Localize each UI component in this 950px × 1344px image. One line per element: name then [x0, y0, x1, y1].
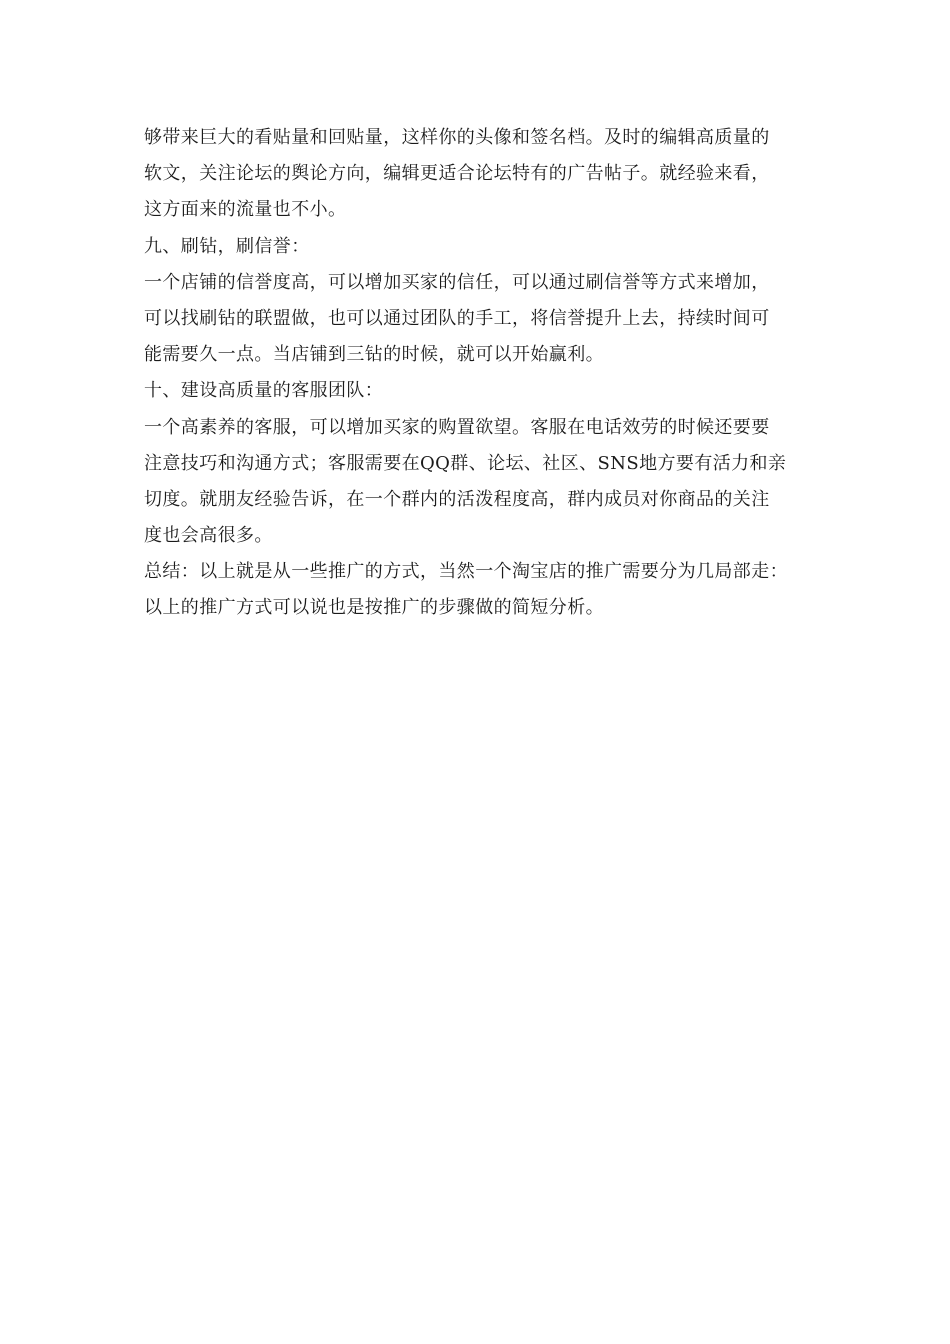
text-line: 够带来巨大的看贴量和回贴量，这样你的头像和签名档。及时的编辑高质量的	[144, 127, 770, 148]
summary-line: 以上的推广方式可以说也是按推广的步骤做的简短分析。	[144, 597, 604, 619]
text-line: 度也会高很多。	[144, 525, 273, 547]
summary-line: 总结：以上就是从一些推广的方式，当然一个淘宝店的推广需要分为几局部走：	[144, 561, 788, 583]
text-line: 可以找刷钻的联盟做，也可以通过团队的手工，将信誉提升上去，持续时间可	[144, 307, 770, 329]
text-line: 软文，关注论坛的舆论方向，编辑更适合论坛特有的广告帖子。就经验来看，	[144, 163, 770, 185]
text-line: 切度。就朋友经验告诉，在一个群内的活泼程度高，群内成员对你商品的关注	[144, 488, 770, 510]
text-line: 一个店铺的信誉度高，可以增加买家的信任，可以通过刷信誉等方式来增加，	[144, 271, 770, 293]
section-heading: 十、建设高质量的客服团队：	[144, 380, 384, 402]
text-line: 注意技巧和沟通方式；客服需要在QQ群、论坛、社区、SNS地方要有活力和亲	[144, 452, 787, 474]
document-body	[144, 120, 824, 627]
text-line: 能需要久一点。当店铺到三钻的时候，就可以开始赢利。	[144, 344, 604, 366]
text-line: 一个高素养的客服，可以增加买家的购置欲望。客服在电话效劳的时候还要要	[144, 416, 770, 438]
text-line: 这方面来的流量也不小。	[144, 199, 347, 221]
section-heading: 九、刷钻，刷信誉：	[144, 235, 310, 257]
